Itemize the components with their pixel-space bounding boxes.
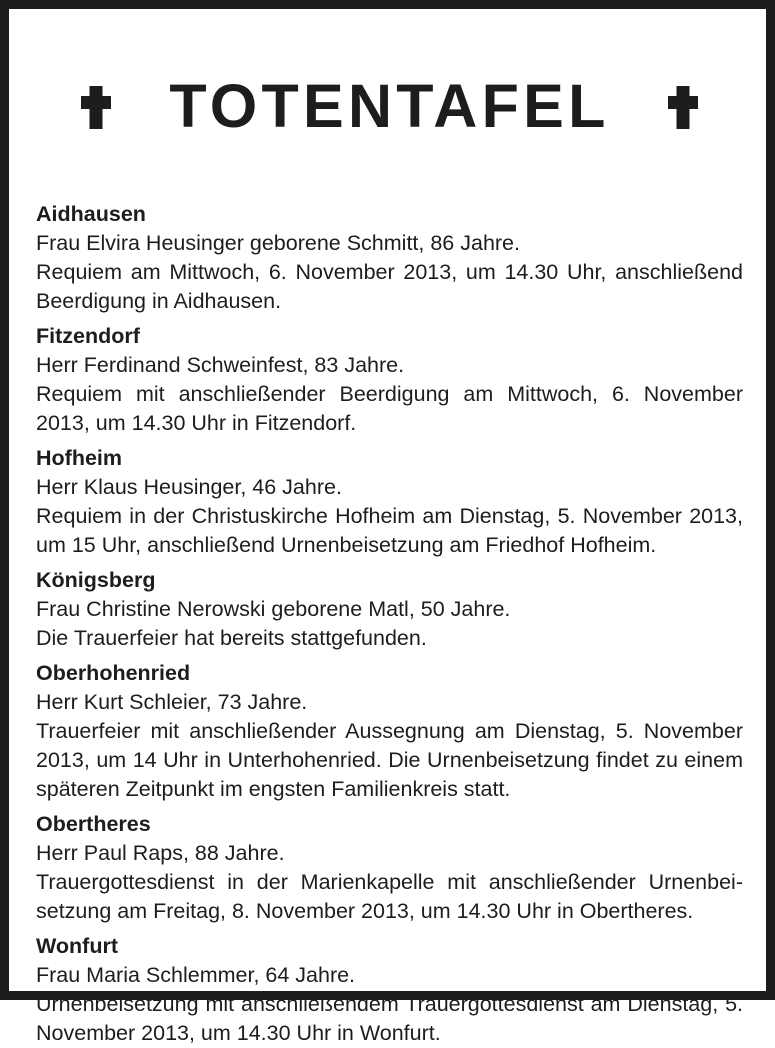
deceased-line: Frau Christine Nerowski geborene Matl, 50 Jahre. (36, 596, 511, 621)
deceased-line: Frau Elvira Heusinger geborene Schmitt, 86 Jahre. (36, 230, 520, 255)
latin-cross-icon (668, 86, 698, 129)
deceased-line: Herr Ferdinand Schweinfest, 83 Jahre. (36, 352, 405, 377)
death-notice-list (36, 200, 743, 1048)
deceased-line: Herr Paul Raps, 88 Jahre. (36, 840, 285, 865)
town-heading: Oberhohenried (36, 660, 191, 685)
service-details: Die Trauerfeier hat bereits stattgefunden. (36, 625, 427, 650)
death-notice (36, 322, 743, 438)
deceased-line: Herr Klaus Heusinger, 46 Jahre. (36, 474, 342, 499)
death-notice (36, 444, 743, 560)
town-heading: Hofheim (36, 445, 122, 470)
service-details: Requiem in der Christuskirche Hofheim am Dienstag, 5. November 2013, um 15 Uhr, anschließend Urnenbeisetzung am Friedhof Hofheim. (36, 503, 743, 557)
service-details: Trauergottesdienst in der Marienkapelle mit anschließender Urnenbeisetzung am Freitag, 8. November 2013, um 14.30 Uhr in Obertheres. (36, 869, 743, 923)
service-details: Requiem mit anschließender Beerdigung am Mittwoch, 6. November 2013, um 14.30 Uhr in Fitzendorf. (36, 381, 743, 435)
page-title: TOTENTAFEL (169, 71, 610, 140)
latin-cross-icon (81, 86, 111, 129)
town-heading: Obertheres (36, 811, 151, 836)
death-notice (36, 200, 743, 316)
town-heading: Fitzendorf (36, 323, 140, 348)
service-details: Urnenbeisetzung mit anschließendem Trauergottesdienst am Dienstag, 5. November 2013, um 14.30 Uhr in Wonfurt. (36, 991, 743, 1045)
service-details: Requiem am Mittwoch, 6. November 2013, um 14.30 Uhr, anschließend Beerdigung in Aidhausen. (36, 259, 743, 313)
town-heading: Aidhausen (36, 201, 146, 226)
death-notice (36, 566, 743, 653)
masthead (36, 9, 743, 178)
town-heading: Wonfurt (36, 933, 118, 958)
deceased-line: Herr Kurt Schleier, 73 Jahre. (36, 689, 308, 714)
town-heading: Königsberg (36, 567, 156, 592)
death-notice (36, 932, 743, 1048)
deceased-line: Frau Maria Schlemmer, 64 Jahre. (36, 962, 356, 987)
death-notice (36, 659, 743, 804)
service-details: Trauerfeier mit anschließender Aussegnung am Dienstag, 5. November 2013, um 14 Uhr in Unterhohenried. Die Urnenbeisetzung findet zu einem späteren Zeitpunkt im engsten Familienkreis statt. (36, 718, 743, 801)
death-notice (36, 810, 743, 926)
